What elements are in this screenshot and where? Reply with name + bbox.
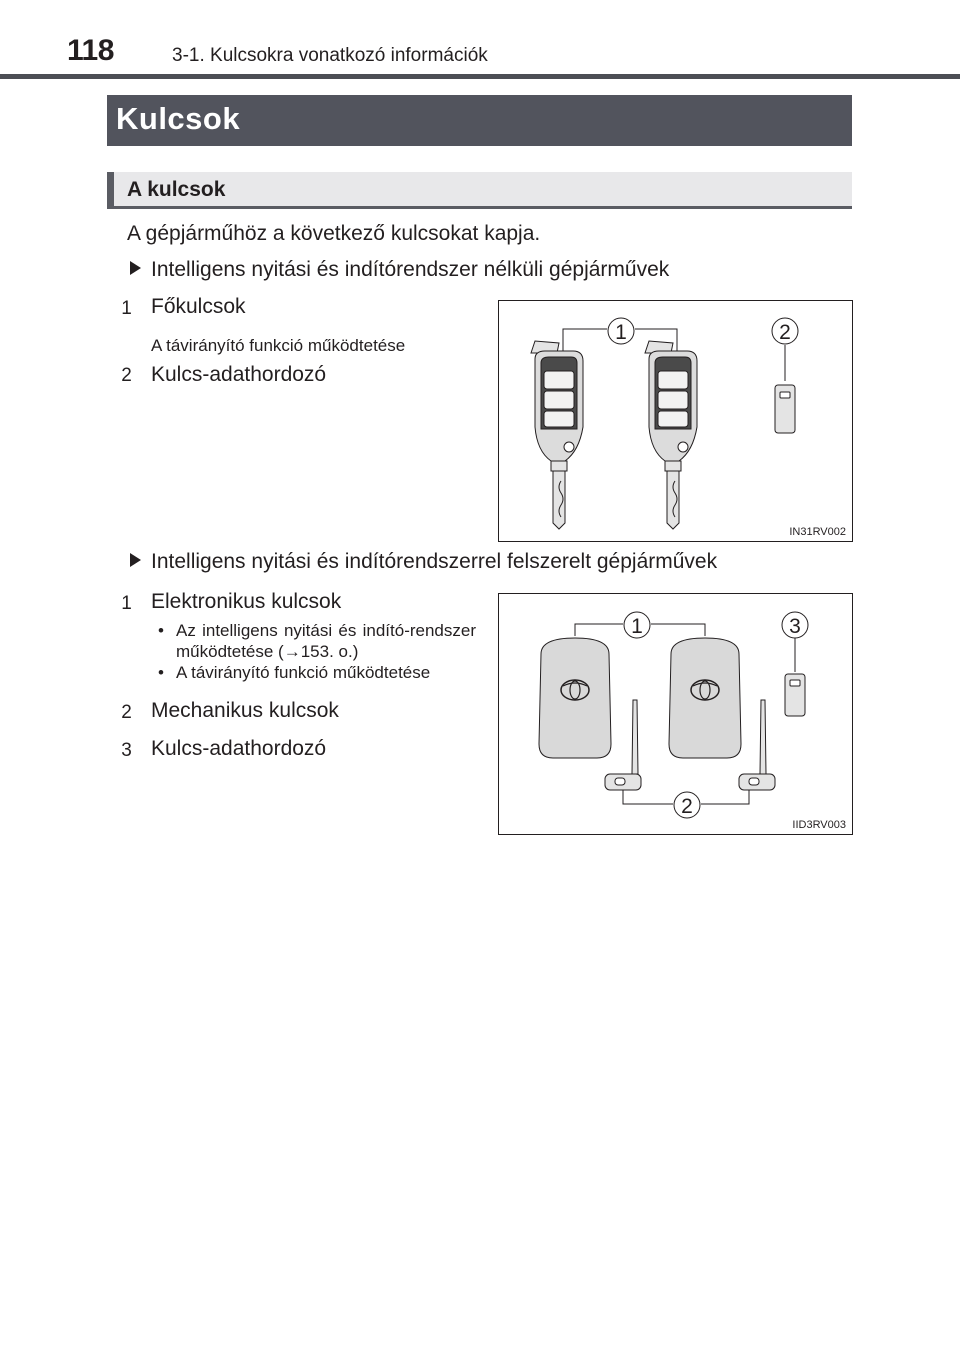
key-tag-icon [785,674,805,716]
key-tag-icon [775,385,795,433]
figure-flip-keys [498,300,853,542]
smart-key-icon [669,638,741,758]
callout-1: 1 [615,321,627,344]
item-label-key-tag-2: Kulcs-adathordozó [151,737,327,760]
triangle-bullet-icon [130,553,141,567]
item-number-2: 2 [121,702,132,723]
item-number-1: 1 [121,593,132,614]
callout-3: 3 [789,615,801,638]
condition-heading-2 [130,550,717,574]
bullet-item-1: • Az intelligens nyitási és indító-rendszer működtetése (→153. o.) [158,620,476,662]
item-label-mechanical-keys: Mechanikus kulcsok [151,699,339,722]
condition-heading-1 [130,258,669,282]
item-label-key-tag: Kulcs-adathordozó [151,363,327,386]
triangle-bullet-icon [130,261,141,275]
figure-code-1: IN31RV002 [789,526,846,538]
section-title: Kulcsok [116,101,241,136]
condition-text-2: Intelligens nyitási és indítórendszerrel felszerelt gépjárművek [151,550,718,573]
callout-2: 2 [681,795,693,818]
subsection-accent [107,172,114,206]
mechanical-key-icon [739,700,775,790]
item-number-1: 1 [121,298,132,319]
condition-text-1: Intelligens nyitási és indítórendszer nélküli gépjárművek [151,258,670,281]
figure-smart-keys [498,593,853,835]
item-number-2: 2 [121,365,132,386]
running-title: 3-1. Kulcsokra vonatkozó információk [172,45,488,66]
bullet-list [158,620,476,683]
flip-key-icon [531,341,583,529]
section-title-bar [107,95,852,146]
subsection-title: A kulcsok [127,178,226,201]
smart-key-icon [539,638,611,758]
page-number: 118 [67,34,114,67]
item-label-electronic-keys: Elektronikus kulcsok [151,590,342,613]
subsection-bar [107,172,852,209]
callout-1: 1 [631,615,643,638]
flip-key-icon [645,341,697,529]
bullet-item-2: • A távirányító funkció működtetése [158,662,476,683]
header-rule [0,74,960,79]
item-note-remote: A távirányító funkció működtetése [151,336,406,355]
intro-text: A gépjárműhöz a következő kulcsokat kapja. [127,222,541,245]
figure-code-2: IID3RV003 [792,819,846,831]
item-number-3: 3 [121,740,132,761]
callout-2: 2 [779,321,791,344]
item-label-master-keys: Főkulcsok [151,295,246,318]
